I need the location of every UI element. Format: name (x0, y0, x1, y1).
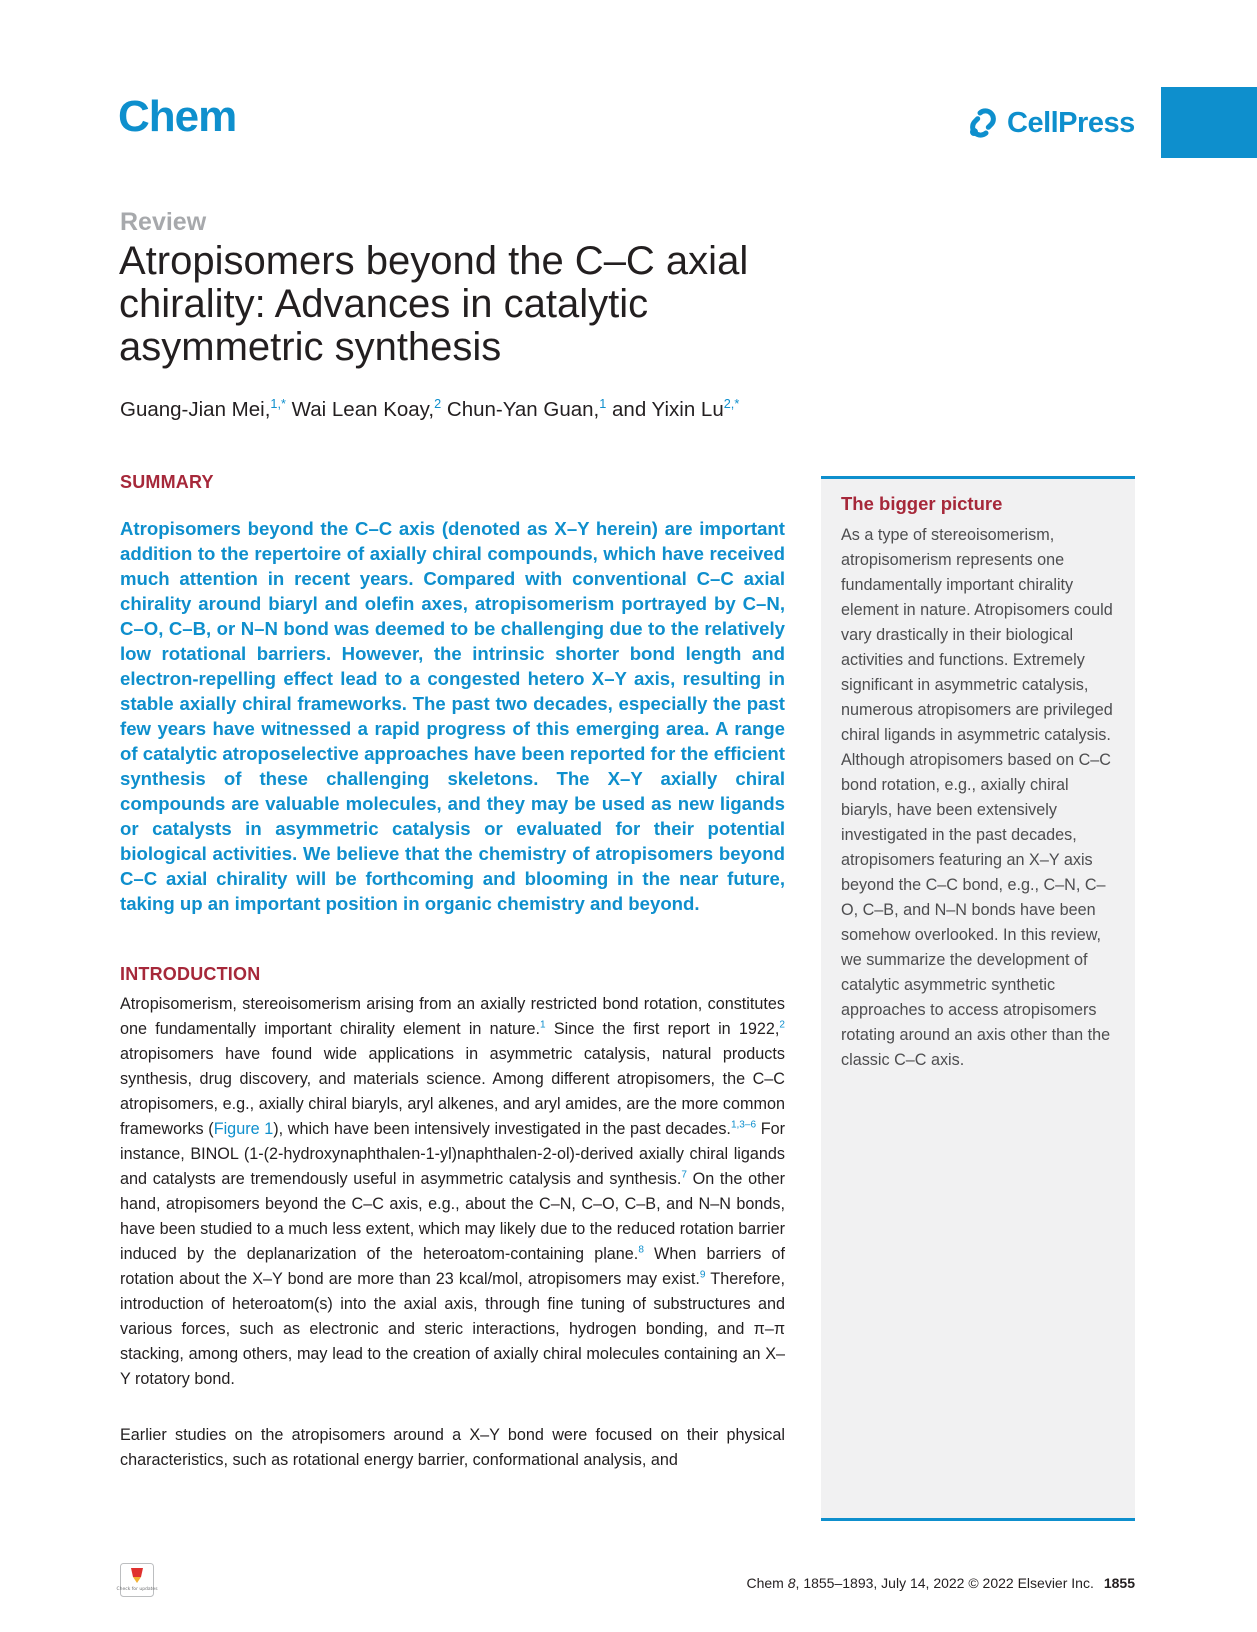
author-affiliation-mark[interactable]: 2,* (723, 396, 740, 412)
author-affiliation-mark[interactable]: 2 (434, 396, 442, 412)
author-affiliation-mark[interactable]: 1,* (270, 396, 286, 412)
check-for-updates-icon[interactable] (116, 1563, 158, 1597)
bigger-picture-heading: The bigger picture (841, 493, 1003, 514)
reference-link[interactable]: 9 (699, 1269, 706, 1281)
brand-corner-block (1161, 87, 1257, 158)
citation-details: , 1855–1893, July 14, 2022 © 2022 Elsevier Inc. (795, 1575, 1094, 1591)
author-name[interactable]: and Yixin Lu (612, 398, 724, 421)
author-list (120, 398, 739, 422)
citation-volume: 8 (787, 1575, 796, 1591)
publisher-name: CellPress (1007, 106, 1135, 139)
page-footer (747, 1575, 1136, 1591)
article-title: Atropisomers beyond the C–C axial chirality: Advances in catalytic asymmetric synthesis (119, 239, 749, 369)
check-for-updates-label: Check for updates (116, 1587, 158, 1592)
introduction-paragraph-2: Earlier studies on the atropisomers around a X–Y bond were focused on their physical characteristics, such as rotational energy barrier, conformational analysis, and (120, 1426, 785, 1469)
summary-text: Atropisomers beyond the C–C axis (denoted as X–Y herein) are important addition to the repertoire of axially chiral compounds, which have received much attention in recent years. Compared with conventional C–C axial chirality around biaryl and olefin axes, atropisomerism portrayed by C–N, C–O, C–B, or N–N bond was deemed to be challenging due to the relatively low rotational barriers. However, the intrinsic shorter bond length and electron-repelling effect lead to a congested hetero X–Y axis, resulting in stable axially chiral frameworks. The past two decades, especially the past few years have witnessed a rapid progress of this emerging area. A range of catalytic atroposelective approaches have been reported for the efficient synthesis of these challenging skeletons. The X–Y axially chiral compounds are valuable molecules, and they may be used as new ligands or catalysts in asymmetric catalysis or evaluated for their potential biological activities. We believe that the chemistry of atropisomers beyond C–C axial chirality will be forthcoming and blooming in the near future, taking up an important position in organic chemistry and beyond. (120, 518, 785, 914)
summary-heading: SUMMARY (120, 472, 214, 492)
reference-link[interactable]: 2 (779, 1019, 785, 1031)
introduction-heading: INTRODUCTION (120, 964, 261, 984)
article-type: Review (120, 208, 207, 236)
reference-link[interactable]: 8 (638, 1244, 644, 1256)
reference-link[interactable]: 7 (681, 1169, 687, 1181)
journal-logo: Chem (118, 92, 237, 141)
author-name[interactable]: Guang-Jian Mei, (120, 398, 271, 421)
page-number: 1855 (1103, 1575, 1135, 1591)
bigger-picture-text: As a type of stereoisomerism, atropisomerism represents one fundamentally important chirality element in nature. Atropisomers could vary drastically in their biological activities and functions. Extremely significant in asymmetric catalysis, numerous atropisomers are privileged chiral ligands in asymmetric catalysis. Although atropisomers based on C–C bond rotation, e.g., axially chiral biaryls, have been extensively investigated in the past decades, atropisomers featuring an X–Y axis beyond the C–C bond, e.g., C–N, C–O, C–B, and N–N bonds have been somehow overlooked. In this review, we summarize the development of catalytic asymmetric synthetic approaches to access atropisomers rotating around an axis other than the classic C–C axis. (841, 526, 1113, 1069)
author-name[interactable]: Chun-Yan Guan, (446, 398, 600, 421)
citation-journal: Chem (746, 1575, 784, 1591)
introduction-paragraph: Atropisomerism, stereoisomerism arising from an axially restricted bond rotation, constitutes one fundamentally important chirality element in nature.$^1$ Since the first report in 1922,$^2$ atropisomers have found wide applications in asymmetric catalysis, natural products synthesis, drug discovery, and materials science. Among different atropisomers, the C–C atropisomers, e.g., axially chiral biaryls, aryl alkenes, and aryl amides, are the more common frameworks (Figure 1), which have been intensively investigated in the past decades.$^{1,3-6}$ For instance, BINOL (1-(2-hydroxynaphthalen-1-yl)naphthalen-2-ol)-derived axially chiral ligands and catalysts are tremendously useful in asymmetric catalysis and synthesis.$^7$ On the other hand, atropisomers beyond the C–C axis, e.g., about the C–N, C–O, C–B, and N–N bonds, have been studied to a much less extent, which may likely due to the reduced rotation barrier induced by the deplanarization of the heteroatom-containing plane.$^8$ When barriers of rotation about the X–Y bond are more than 23 kcal/mol, atropisomers may exist.$^9$ Therefore, introduction of heteroatom(s) into the axial axis, through fine tuning of substructures and various forces, such as electronic and steric interactions, hydrogen bonding, and π–π stacking, among others, may lead to the creation of axially chiral molecules containing an X–Y rotatory bond. (120, 995, 786, 1388)
figure-link[interactable]: Figure 1 (213, 1120, 274, 1138)
publisher-logo (965, 105, 1135, 141)
author-name[interactable]: Wai Lean Koay, (291, 398, 435, 421)
reference-link[interactable]: 1,3–6 (730, 1119, 757, 1131)
bigger-picture-box (821, 476, 1135, 1521)
reference-link[interactable]: 1 (540, 1019, 546, 1031)
cellpress-logo-icon (965, 105, 1001, 141)
author-affiliation-mark[interactable]: 1 (599, 396, 607, 412)
